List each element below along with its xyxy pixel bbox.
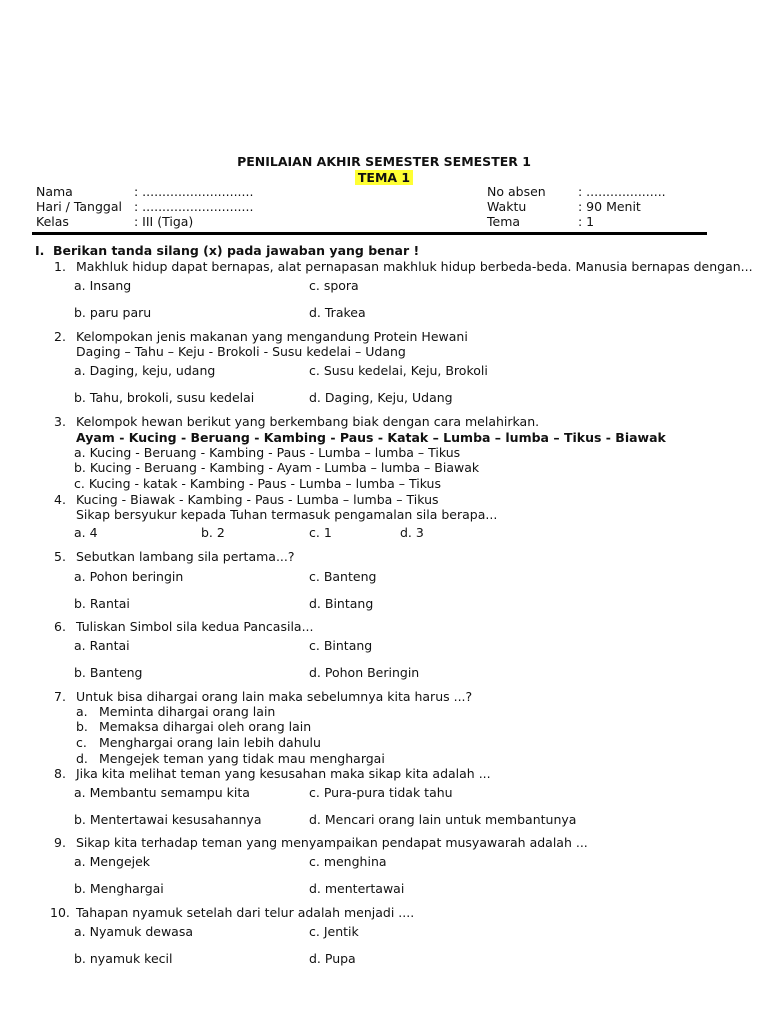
question-text: Kelompok hewan berikut yang berkembang biak dengan cara melahirkan. (76, 414, 540, 429)
question-number: 10. (50, 905, 70, 920)
question-number: 8. (54, 766, 66, 781)
question-subtext: Daging – Tahu – Keju - Brokoli - Susu kedelai – Udang (76, 344, 406, 359)
option-d-letter: d. (76, 751, 88, 766)
question-text: Sebutkan lambang sila pertama...? (76, 549, 295, 564)
field-label-waktu: Waktu (487, 199, 527, 214)
field-value-hari-tanggal[interactable]: : ............................ (134, 199, 254, 214)
option-d[interactable]: Mengejek teman yang tidak mau menghargai (99, 751, 385, 766)
option-b[interactable]: b. paru paru (74, 305, 152, 320)
field-value-waktu: : 90 Menit (578, 199, 641, 214)
option-d[interactable]: d. Mencari orang lain untuk membantunya (309, 812, 577, 827)
exam-title: PENILAIAN AKHIR SEMESTER SEMESTER 1 (237, 154, 531, 169)
question-text: Jika kita melihat teman yang kesusahan maka sikap kita adalah ... (76, 766, 491, 781)
question-number: 3. (54, 414, 66, 429)
option-d[interactable]: d. mentertawai (309, 881, 405, 896)
option-b[interactable]: b. 2 (201, 525, 225, 540)
option-b[interactable]: b. Rantai (74, 596, 130, 611)
option-a[interactable]: a. Daging, keju, udang (74, 363, 216, 378)
option-a[interactable]: a. Membantu semampu kita (74, 785, 250, 800)
option-c[interactable]: c. Kucing - katak - Kambing - Paus - Lumba – lumba – Tikus (74, 476, 441, 491)
header-divider (32, 232, 707, 235)
option-a[interactable]: a. Kucing - Beruang - Kambing - Paus - Lumba – lumba – Tikus (74, 445, 461, 460)
option-a[interactable]: a. Nyamuk dewasa (74, 924, 194, 939)
option-a[interactable]: a. Pohon beringin (74, 569, 184, 584)
question-text: Sikap kita terhadap teman yang menyampaikan pendapat musyawarah adalah ... (76, 835, 588, 850)
option-c[interactable]: Menghargai orang lain lebih dahulu (99, 735, 321, 750)
section-number: I. (35, 243, 45, 258)
option-d[interactable]: d. Pupa (309, 951, 356, 966)
question-subtext: Ayam - Kucing - Beruang - Kambing - Paus - Katak – Lumba – lumba – Tikus - Biawak (76, 430, 666, 445)
question-text: Makhluk hidup dapat bernapas, alat pernapasan makhluk hidup berbeda-beda. Manusia bernapas dengan... (76, 259, 753, 274)
option-d[interactable]: d. Pohon Beringin (309, 665, 420, 680)
question-number: 9. (54, 835, 66, 850)
option-a-letter: a. (76, 704, 88, 719)
question-number: 2. (54, 329, 66, 344)
option-d[interactable]: d. Trakea (309, 305, 366, 320)
section-instruction: Berikan tanda silang (x) pada jawaban yang benar ! (53, 243, 420, 258)
option-b[interactable]: b. Kucing - Beruang - Kambing - Ayam - Lumba – lumba – Biawak (74, 460, 480, 475)
option-c[interactable]: c. Banteng (309, 569, 377, 584)
option-a[interactable]: a. Insang (74, 278, 132, 293)
theme-label: TEMA 1 (355, 170, 413, 185)
question-number: 7. (54, 689, 66, 704)
option-c[interactable]: c. Pura-pura tidak tahu (309, 785, 453, 800)
option-a[interactable]: a. Mengejek (74, 854, 151, 869)
field-label-hari-tanggal: Hari / Tanggal (36, 199, 122, 214)
option-c[interactable]: c. Bintang (309, 638, 373, 653)
question-text: Tahapan nyamuk setelah dari telur adalah menjadi .... (76, 905, 415, 920)
option-c[interactable]: c. spora (309, 278, 359, 293)
option-c-letter: c. (76, 735, 87, 750)
theme-heading (0, 170, 768, 185)
option-b[interactable]: b. Menghargai (74, 881, 164, 896)
question-subtext: Sikap bersyukur kepada Tuhan termasuk pengamalan sila berapa... (76, 507, 498, 522)
option-b[interactable]: b. nyamuk kecil (74, 951, 173, 966)
option-d[interactable]: d. 3 (400, 525, 424, 540)
option-c[interactable]: c. 1 (309, 525, 332, 540)
option-b[interactable]: Memaksa dihargai oleh orang lain (99, 719, 312, 734)
option-c[interactable]: c. Jentik (309, 924, 359, 939)
option-a[interactable]: a. Rantai (74, 638, 130, 653)
field-label-kelas: Kelas (36, 214, 69, 229)
field-label-nama: Nama (36, 184, 73, 199)
option-b-letter: b. (76, 719, 88, 734)
field-value-no-absen[interactable]: : .................... (578, 184, 666, 199)
option-d[interactable]: d. Bintang (309, 596, 374, 611)
option-c[interactable]: c. Susu kedelai, Keju, Brokoli (309, 363, 488, 378)
question-text: Kucing - Biawak - Kambing - Paus - Lumba – lumba – Tikus (76, 492, 439, 507)
option-b[interactable]: b. Mentertawai kesusahannya (74, 812, 262, 827)
option-c[interactable]: c. menghina (309, 854, 387, 869)
field-label-tema: Tema (487, 214, 521, 229)
question-text: Untuk bisa dihargai orang lain maka sebelumnya kita harus ...? (76, 689, 473, 704)
question-text: Kelompokan jenis makanan yang mengandung Protein Hewani (76, 329, 468, 344)
field-value-tema: : 1 (578, 214, 595, 229)
question-text: Tuliskan Simbol sila kedua Pancasila... (76, 619, 314, 634)
option-d[interactable]: d. Daging, Keju, Udang (309, 390, 453, 405)
question-number: 4. (54, 492, 66, 507)
option-a[interactable]: Meminta dihargai orang lain (99, 704, 276, 719)
option-a[interactable]: a. 4 (74, 525, 98, 540)
question-number: 5. (54, 549, 66, 564)
option-b[interactable]: b. Tahu, brokoli, susu kedelai (74, 390, 255, 405)
field-label-no-absen: No absen (487, 184, 546, 199)
field-value-kelas: : III (Tiga) (134, 214, 194, 229)
question-number: 6. (54, 619, 66, 634)
question-number: 1. (54, 259, 66, 274)
field-value-nama[interactable]: : ............................ (134, 184, 254, 199)
option-b[interactable]: b. Banteng (74, 665, 143, 680)
